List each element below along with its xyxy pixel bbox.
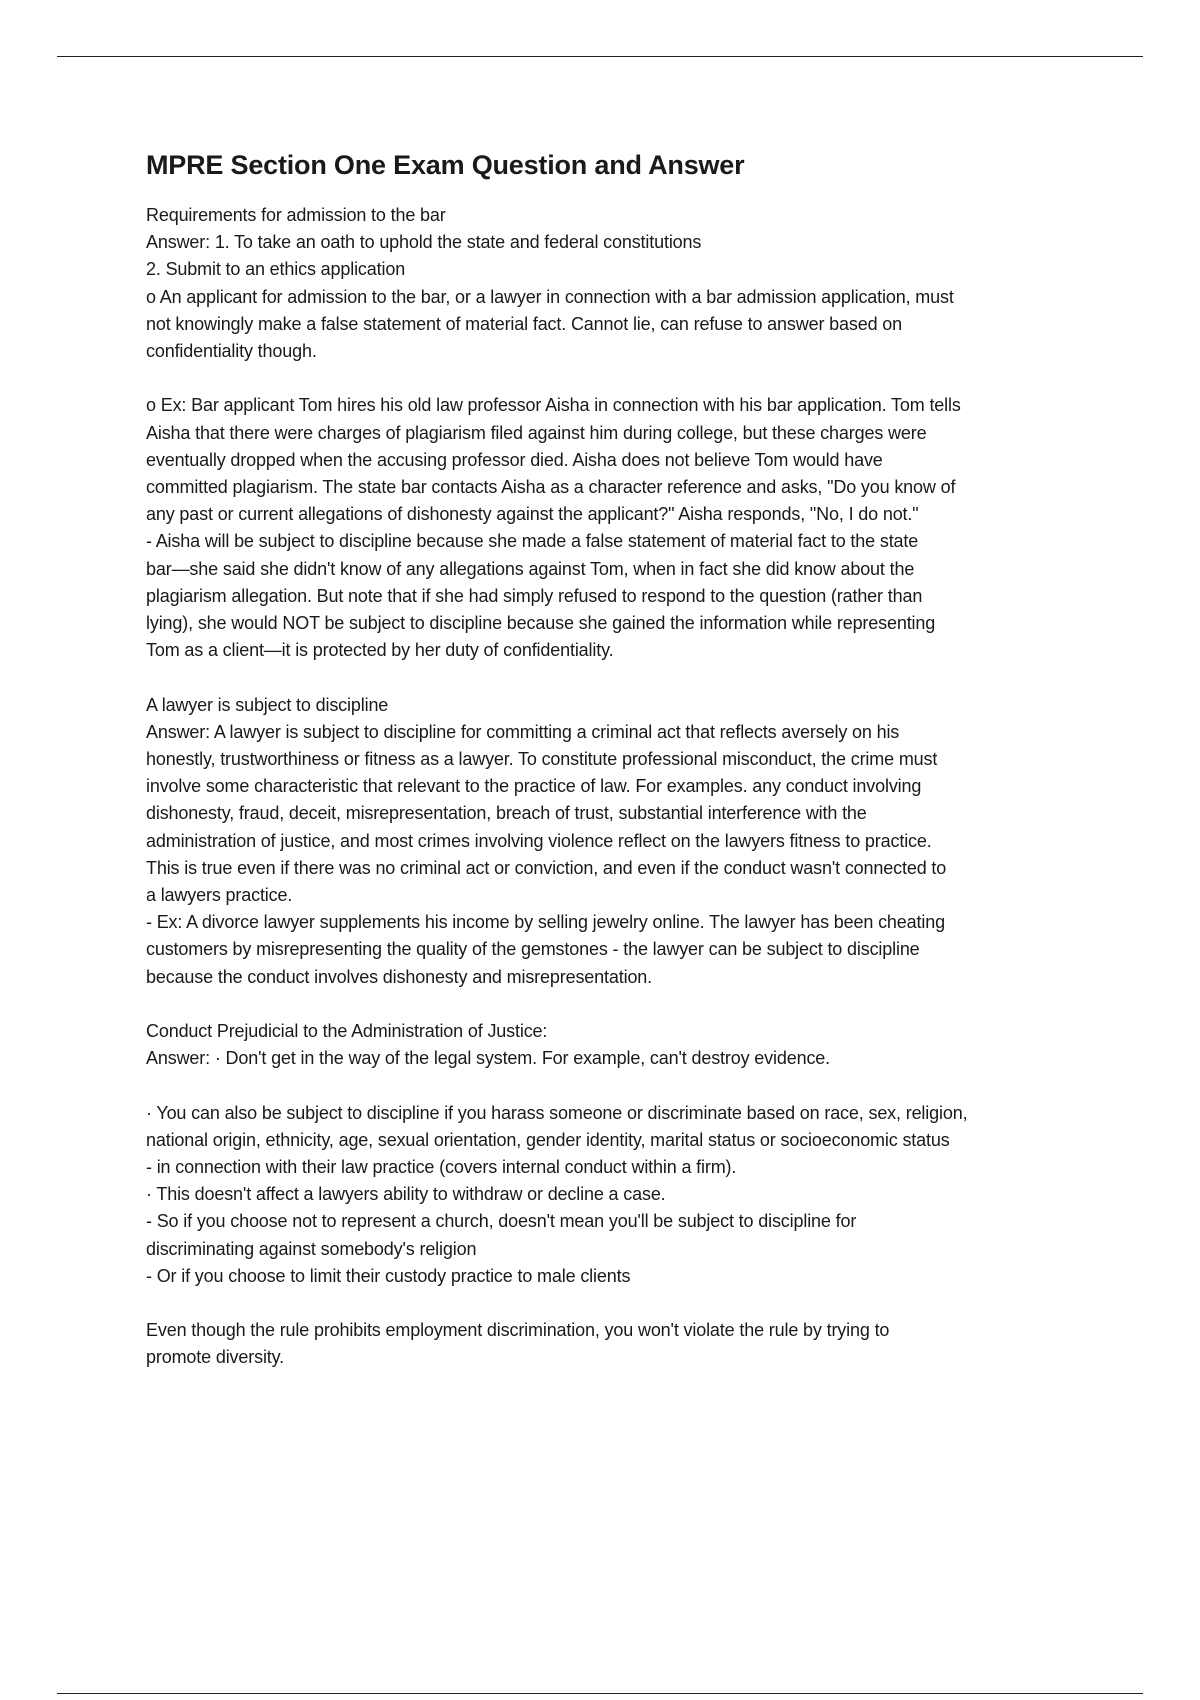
answer-text: not knowingly make a false statement of material fact. Cannot lie, can refuse to answer based on — [146, 313, 903, 334]
answer-text: Answer: 1. To take an oath to uphold the state and federal constitutions — [146, 232, 702, 253]
answer-text: honestly, trustworthiness or fitness as a lawyer. To constitute professional misconduct, the crime must — [146, 749, 938, 770]
body-text: plagiarism allegation. But note that if she had simply refused to respond to the question (rather than — [146, 585, 923, 606]
qa-block-discipline — [146, 692, 1096, 991]
answer-text: a lawyers practice. — [146, 885, 293, 906]
answer-text: confidentiality though. — [146, 341, 317, 362]
question-text: Conduct Prejudicial to the Administration of Justice: — [146, 1021, 548, 1042]
qa-block-prejudicial-conduct — [146, 1018, 1096, 1072]
page-title: MPRE Section One Exam Question and Answer — [146, 150, 745, 180]
answer-text: administration of justice, and most crimes involving violence reflect on the lawyers fitness to practice. — [146, 830, 932, 851]
paragraph-gap — [146, 365, 1096, 392]
body-text: Tom as a client—it is protected by her duty of confidentiality. — [146, 640, 614, 661]
qa-block-example-aisha — [146, 392, 1096, 664]
answer-text: o An applicant for admission to the bar, or a lawyer in connection with a bar admission application, must — [146, 286, 954, 307]
answer-text: Answer: · Don't get in the way of the legal system. For example, can't destroy evidence. — [146, 1048, 831, 1069]
bottom-rule — [57, 1693, 1143, 1694]
qa-block-harassment — [146, 1100, 1096, 1290]
answer-text: customers by misrepresenting the quality of the gemstones - the lawyer can be subject to discipline — [146, 939, 920, 960]
body-text: promote diversity. — [146, 1347, 285, 1368]
body-text: - Or if you choose to limit their custody practice to male clients — [146, 1265, 631, 1286]
body-text: national origin, ethnicity, age, sexual orientation, gender identity, marital status or socioeconomic status — [146, 1129, 950, 1150]
question-text: Requirements for admission to the bar — [146, 205, 446, 225]
qa-block-admission — [146, 202, 1096, 365]
body-text: discriminating against somebody's religion — [146, 1238, 477, 1259]
answer-text: 2. Submit to an ethics application — [146, 259, 406, 280]
answer-text: dishonesty, fraud, deceit, misrepresentation, breach of trust, substantial interference with the — [146, 803, 867, 824]
qa-block-diversity — [146, 1317, 1096, 1371]
answer-text: - Ex: A divorce lawyer supplements his income by selling jewelry online. The lawyer has been cheating — [146, 912, 945, 933]
answer-text: involve some characteristic that relevant to the practice of law. For examples. any conduct involving — [146, 776, 922, 797]
body-text: bar—she said she didn't know of any allegations against Tom, when in fact she did know about the — [146, 558, 915, 579]
body-text: lying), she would NOT be subject to discipline because she gained the information while representing — [146, 613, 936, 634]
body-text: - in connection with their law practice (covers internal conduct within a firm). — [146, 1157, 737, 1178]
body-text: any past or current allegations of dishonesty against the applicant?" Aisha responds, "No, I do not." — [146, 504, 919, 525]
body-text: committed plagiarism. The state bar contacts Aisha as a character reference and asks, "Do you know of — [146, 477, 956, 498]
top-rule — [57, 56, 1143, 57]
paragraph-gap — [146, 1072, 1096, 1099]
paragraph-gap — [146, 664, 1096, 691]
body-text: Aisha that there were charges of plagiarism filed against him during college, but these charges were — [146, 422, 927, 443]
body-text: eventually dropped when the accusing professor died. Aisha does not believe Tom would have — [146, 449, 883, 470]
body-text: - So if you choose not to represent a church, doesn't mean you'll be subject to discipline for — [146, 1211, 857, 1232]
answer-text: because the conduct involves dishonesty and misrepresentation. — [146, 966, 653, 987]
body-text: · This doesn't affect a lawyers ability to withdraw or decline a case. — [146, 1184, 666, 1205]
paragraph-gap — [146, 991, 1096, 1018]
answer-text: This is true even if there was no criminal act or conviction, and even if the conduct wasn't connected to — [146, 857, 947, 878]
paragraph-gap — [146, 1290, 1096, 1317]
question-text: A lawyer is subject to discipline — [146, 694, 389, 715]
body-text: · You can also be subject to discipline if you harass someone or discriminate based on race, sex, religion, — [146, 1102, 968, 1123]
document-body — [146, 148, 1096, 1372]
body-text: - Aisha will be subject to discipline because she made a false statement of material fact to the state — [146, 531, 919, 552]
body-text: o Ex: Bar applicant Tom hires his old law professor Aisha in connection with his bar application. Tom tells — [146, 395, 961, 416]
answer-text: Answer: A lawyer is subject to discipline for committing a criminal act that reflects aversely on his — [146, 721, 900, 742]
body-text: Even though the rule prohibits employment discrimination, you won't violate the rule by trying to — [146, 1320, 890, 1341]
